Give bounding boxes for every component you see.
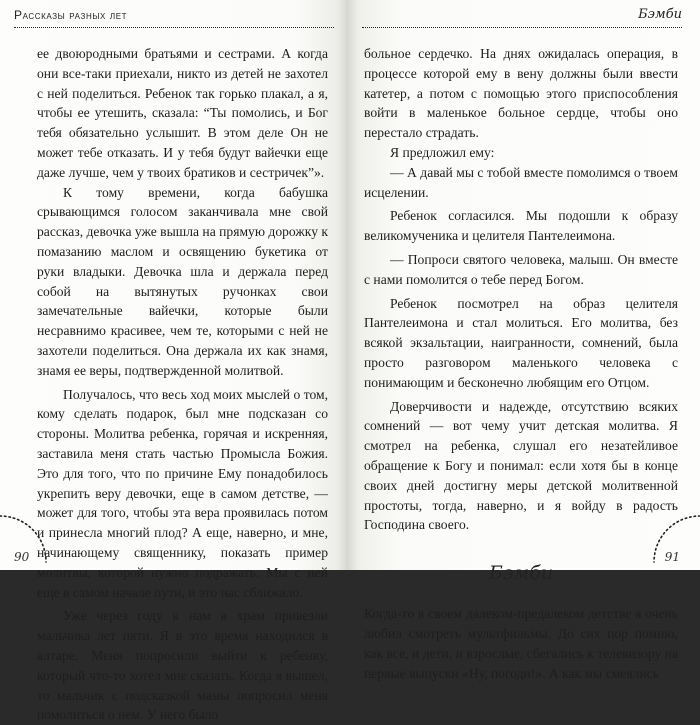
left-page-text	[37, 44, 328, 725]
paragraph: Получалось, что весь ход моих мыслей о том, кому сделать подарок, был мне подсказан со стороны. Молитва ребенка, горячая и искренняя, заставила меня стать частью Промысла Божия. Это для того, что по причине Ему понадобилось укрепить веру девочки, еще в самом детстве, — может для того, чтобы эта вера проявилась потом и принесла многий плод? А еще, наверно, и мне, начинающему священнику, показать пример молитвы, которой нужно подражать. Мы с ней еще в самом начале пути, и это нас сближало.	[37, 386, 328, 600]
paragraph: — Попроси святого человека, малыш. Он вместе с нами помолится о тебе перед Богом.	[364, 251, 678, 287]
right-running-head: Бэмби	[638, 7, 682, 22]
right-page-text	[364, 44, 678, 683]
paragraph: Я предложил ему:	[390, 144, 495, 160]
paragraph: Доверчивости и надежде, отсутствию всяких сомнений — вот чему учит детская молитва. Я смотрел на ребенка, слушал его незатейливое обращение к Богу и понимал: если хотя бы в конце своих дней достигну меры детской молитвенной простоты, тогда, наверно, и я войду в радость Господина своего.	[364, 398, 678, 533]
paragraph: больное сердечко. На днях ожидалась операция, в процессе которой ему в вену должны были ввести катетер, а потом с помощью этого приспособления войти в маленькое больное сердце, чтобы оно перестало страдать.	[364, 46, 678, 141]
paragraph: ее двоюродными братьями и сестрами. А когда они все-таки приехали, никто из детей не захотел с ней поделиться. Ребенок так горько плакал, а я, чтобы ее утешить, сказала: “Ты помолись, и Бог тебя обязательно услышит. В этом деле Он не может тебе отказать. И у тебя будут вайечки еще даже лучше, чем у твоих братиков и сестричек”».	[37, 46, 328, 180]
right-page	[348, 0, 700, 681]
paragraph: К тому времени, когда бабушка срывающимся голосом заканчивала мне свой рассказ, девочка уже вышла на прямую дорожку к помазанию маслом и освящению букетика от руки владыки. Девочка шла и держала перед собой на вытянутых ручонках свои замечательные вайечки, которые были несравнимо красивее, чем те, которыми с ней не захотели поделиться. Она держала их как знамя, знамя ее веры, подтвержденной молитвой.	[37, 184, 328, 378]
paragraph: — А давай мы с тобой вместе помолимся о твоем исцелении.	[364, 164, 678, 200]
left-page	[0, 0, 348, 723]
right-header-rule	[362, 27, 682, 28]
left-running-head: Рассказы разных лет	[14, 8, 128, 22]
chapter-title: Бэмби	[488, 562, 554, 585]
left-page-number: 90	[14, 550, 30, 564]
paragraph: Когда-то в своем далеком-предалеком детстве я очень любил смотреть мультфильмы. До сих пор помню, как все, и дети, и взрослые, сбегались к телевизору на первые выпуски «Ну, погоди!». А как мы смеялись	[364, 606, 678, 681]
right-page-number: 91	[664, 550, 680, 564]
paragraph: Уже через году к нам в храм привезли мальчика лет пяти. Я в это время находился в алтаре. Меня попросили выйти к ребенку, который что-то хотел мне сказать. Когда я вышел, то мальчик с подсказкой мамы попросил меня помолиться о нем. У него было	[37, 608, 328, 723]
left-header-rule	[14, 27, 334, 28]
paragraph: Ребенок посмотрел на образ целителя Пантелеимона и стал молиться. Его молитва, без всякой экзальтации, наигранности, сомнений, была просто разговором маленького человека с понимающим и бесконечно любящим его Отцом.	[364, 295, 678, 390]
paragraph: Ребенок согласился. Мы подошли к образу великомученика и целителя Пантелеимона.	[364, 208, 678, 244]
